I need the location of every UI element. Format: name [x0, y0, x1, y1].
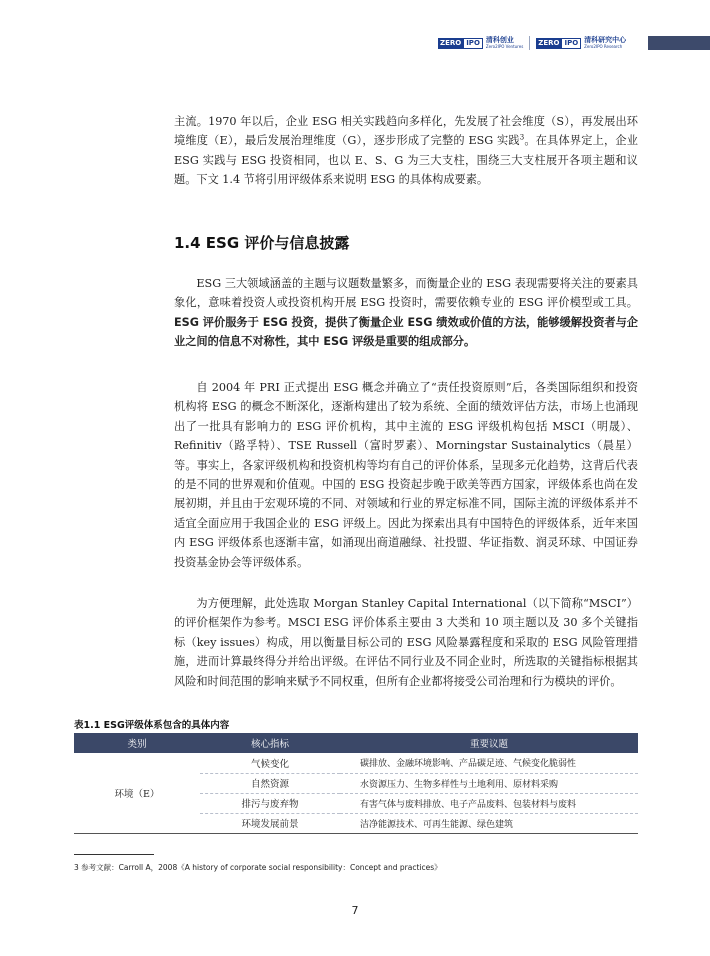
section-title: 1.4 ESG 评价与信息披露	[174, 234, 350, 252]
logo-cn: 清科研究中心	[584, 36, 627, 44]
table-category-cell: 环境（E）	[74, 753, 200, 833]
footnote: 3 参考文献：Carroll A，2008《A history of corporate social responsibility：Concept and practices》	[74, 863, 442, 872]
table-indicator-cell: 环境发展前景	[200, 813, 340, 833]
logo-mark	[536, 38, 581, 49]
table-header-issues: 重要议题	[340, 733, 638, 753]
para1-text: 主流。1970 年以后，企业 ESG 相关实践趋向多样化，先发展了社会维度（S），再发展出环境维度（E），最后发展治理维度（G），逐步形成了完整的 ESG 实践	[174, 115, 638, 148]
table-header-indicator: 核心指标	[200, 733, 340, 753]
para2-text: ESG 三大领域涵盖的主题与议题数量繁多，而衡量企业的 ESG 表现需要将关注的要素具象化，意味着投资人或投资机构开展 ESG 投资时，需要依赖专业的 ESG 评价模型或工具。	[174, 277, 638, 310]
footnote-ref: 3	[519, 133, 525, 142]
para1-text2: 。在具体界定上，企业 ESG 实践与 ESG 投资相同，也以 E、S、G 为三大支柱，围绕三大支柱展开各项主题和议题。下文 1.4 节将引用评级体系来说明 ESG 的具体构成要素。	[174, 134, 638, 187]
table-header-row	[74, 733, 638, 753]
table-issues-cell: 碳排放、金融环境影响、产品碳足迹、气候变化脆弱性	[340, 753, 638, 773]
paragraph-rating-agencies	[174, 378, 638, 572]
logo-divider	[529, 36, 530, 50]
zero2ipo-ventures-logo	[438, 37, 523, 49]
paragraph-esg-evaluation-text	[174, 274, 638, 352]
table-header-category: 类别	[74, 733, 200, 753]
table-caption: 表1.1 ESG评级体系包含的具体内容	[74, 720, 230, 731]
footnote-divider	[74, 854, 154, 855]
logo-en: Zero2IPO Ventures	[485, 44, 524, 49]
logo-text	[584, 37, 626, 49]
table-indicator-cell: 气候变化	[200, 753, 340, 773]
logo-ipo: IPO	[463, 38, 483, 49]
logo-text	[486, 37, 523, 49]
logo-mark	[438, 38, 483, 49]
logo-cn: 清科创业	[485, 36, 514, 44]
logo-en: Zero2IPO Research	[584, 44, 623, 49]
paragraph-intro-text	[174, 112, 638, 190]
page-number: 7	[351, 904, 359, 917]
header-accent-bar	[648, 36, 710, 50]
table-indicator-cell: 排污与废弃物	[200, 793, 340, 813]
paragraph-msci	[174, 594, 638, 691]
table-issues-cell: 有害气体与废料排放、电子产品废料、包装材料与废料	[340, 793, 638, 813]
para2-bold: ESG 评价服务于 ESG 投资，提供了衡量企业 ESG 绩效或价值的方法，能够缓解投资者与企业之间的信息不对称性，其中 ESG 评级是重要的组成部分。	[174, 315, 638, 349]
table-issues-cell: 水资源压力、生物多样性与土地利用、原材料采购	[340, 773, 638, 793]
table-issues-cell: 洁净能源技术、可再生能源、绿色建筑	[340, 813, 638, 833]
esg-table	[74, 733, 638, 834]
paragraph-msci-text: 为方便理解，此处选取 Morgan Stanley Capital International（以下简称“MSCI”）的评价框架作为参考。MSCI ESG 评价体系主要由 3 大类和 10 项主题以及 30 多个关键指标（key issues）构成，用以衡量目标公司的 ESG 风险暴露程度和采取的 ESG 风险管理措施，进而计算最终得分并给出评级。在评估不同行业及不同企业时，所选取的关键指标根据其风险和时间范围的影响来赋予不同权重，但所有企业都将接受公司治理和行为模块的评价。	[174, 597, 638, 688]
zero2ipo-research-logo	[536, 37, 626, 49]
logo-zero: ZERO	[440, 38, 462, 47]
paragraph-intro	[174, 112, 638, 190]
paragraph-esg-evaluation	[174, 274, 638, 352]
header-logos	[438, 34, 626, 52]
logo-ipo: IPO	[561, 38, 581, 49]
paragraph-rating-agencies-text: 自 2004 年 PRI 正式提出 ESG 概念并确立了“责任投资原则”后，各类国际组织和投资机构将 ESG 的概念不断深化，逐渐构建出了较为系统、全面的绩效评估方法，市场上也涌现出了一批具有影响力的 ESG 评价机构，其中主流的 ESG 评级机构包括 MSCI（明晟）、Refinitiv（路孚特）、TSE Russell（富时罗素）、Morningstar Sustainalytics（晨星）等。事实上，各家评级机构和投资机构等均有自己的评价体系，呈现多元化趋势，这背后代表的是不同的世界观和价值观。中国的 ESG 投资起步晚于欧美等西方国家，评级体系也尚在发展初期，并且由于宏观环境的不同、对领域和行业的界定标准不同，国际主流的评级体系并不适宜全面应用于我国企业的 ESG 评级上。因此为探索出具有中国特色的评级体系，近年来国内 ESG 评级体系也逐渐丰富，如涌现出商道融绿、社投盟、华证指数、润灵环球、中国证券投资基金协会等评级体系。	[174, 381, 638, 569]
table-indicator-cell: 自然资源	[200, 773, 340, 793]
table-row	[74, 753, 638, 773]
logo-zero: ZERO	[538, 38, 560, 47]
